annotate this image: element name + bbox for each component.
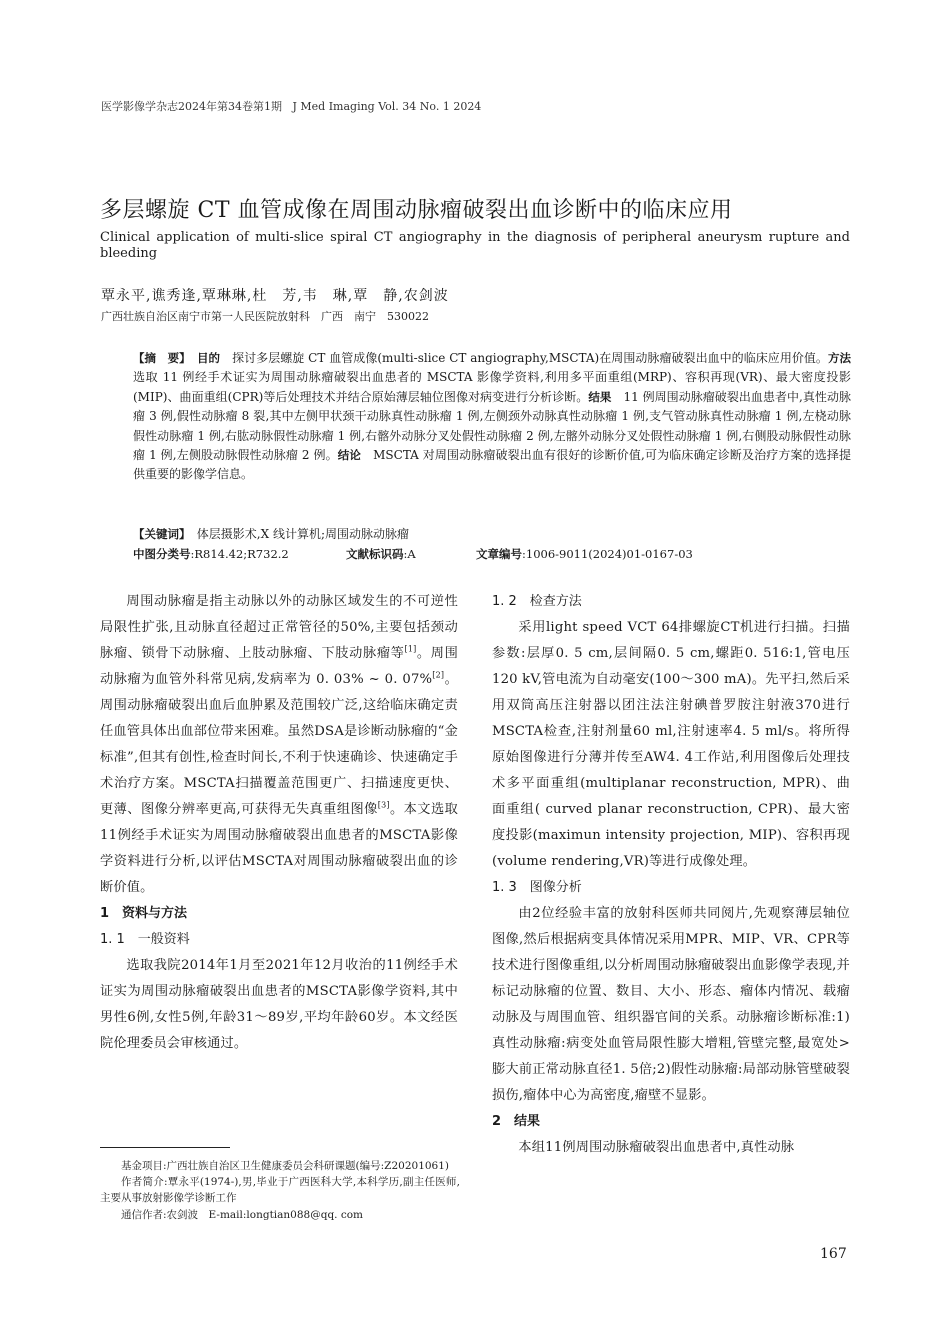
citation-2: [2]: [432, 670, 445, 680]
footnote-divider: [100, 1147, 230, 1148]
footnote-fund: 基金项目:广西壮族自治区卫生健康委员会科研课题(编号:Z20201061): [121, 1160, 450, 1172]
title-english: Clinical application of multi-slice spiral CT angiography in the diagnosis of peripheral aneurysm rupture and bleeding: [100, 230, 850, 261]
doc-code-label: 文献标识码: [346, 547, 404, 561]
abstract-conclusion: MSCTA 对周围动脉瘤破裂出血有很好的诊断价值,可为临床确定诊断及治疗方案的选择提供重要的影像学信息。: [133, 448, 852, 482]
right-column: [492, 589, 850, 1161]
citation-3: [3]: [377, 800, 390, 810]
abstract-methods: 选取 11 例经手术证实为周围动脉瘤破裂出血患者的 MSCTA 影像学资料,利用多平面重组(MRP)、容积再现(VR)、最大密度投影(MIP)、曲面重组(CPR)等后处理技术并结合原始薄层轴位图像对病变进行分析诊断。: [133, 370, 851, 404]
clc-label: 中图分类号: [133, 547, 191, 561]
section-1-3-text: 由2位经验丰富的放射科医师共同阅片,先观察薄层轴位图像,然后根据病变具体情况采用MPR、MIP、VR、CPR等技术进行图像重组,以分析周围动脉瘤破裂出血影像学表现,并标记动脉瘤的位置、数目、大小、形态、瘤体内情况、载瘤动脉及与周围血管、组织器官间的关系。动脉瘤诊断标准:1)真性动脉瘤:病变处血管局限性膨大增粗,管壁完整,最宽处>膨大前正常动脉直径1. 5倍;2)假性动脉瘤:局部动脉管壁破裂损伤,瘤体中心为高密度,瘤壁不显影。: [492, 906, 850, 1103]
conclusion-label: 结论: [337, 448, 361, 463]
page-number: 167: [820, 1246, 847, 1262]
footnotes: [100, 1158, 460, 1223]
keywords-text: 体层摄影术,X 线计算机;周围动脉动脉瘤: [196, 527, 409, 541]
intro-text-1: 周围动脉瘤是指主动脉以外的动脉区域发生的不可逆性局限性扩张,且动脉直径超过正常管径的50%,主要包括颈动脉瘤、锁骨下动脉瘤、上肢动脉瘤、下肢动脉瘤等: [100, 594, 458, 661]
abstract: [133, 349, 851, 485]
section-1-2-heading: 1. 2 检查方法: [492, 594, 582, 609]
clc-number: [133, 546, 289, 562]
intro-text-2: 。周围动脉瘤为血管外科常见病,发病率为 0. 03% ~ 0. 07%: [100, 646, 458, 687]
intro-paragraph: [100, 589, 458, 901]
section-2-heading: 2 结果: [492, 1114, 541, 1129]
article-no-value: :1006-9011(2024)01-0167-03: [522, 547, 693, 561]
methods-label: 方法: [827, 351, 852, 365]
abstract-objective: 探讨多层螺旋 CT 血管成像(multi-slice CT angiography,MSCTA)在周围动脉瘤破裂出血中的临床应用价值。: [232, 351, 828, 365]
title-chinese: 多层螺旋 CT 血管成像在周围动脉瘤破裂出血诊断中的临床应用: [100, 198, 733, 223]
section-2-text: 本组11例周围动脉瘤破裂出血患者中,真性动脉: [518, 1140, 795, 1155]
keywords-label: 【关键词】: [133, 527, 185, 541]
section-1-1-text: 选取我院2014年1月至2021年12月收治的11例经手术证实为周围动脉瘤破裂出血患者的MSCTA影像学资料,其中男性6例,女性5例,年龄31～89岁,平均年龄60岁。本文经医院伦理委员会审核通过。: [100, 958, 458, 1051]
footnote-author-bio: 作者简介:覃永平(1974-),男,毕业于广西医科大学,本科学历,副主任医师,主要从事放射影像学诊断工作: [100, 1176, 460, 1205]
section-1-1-heading: 1. 1 一般资料: [100, 932, 190, 947]
clc-value: :R814.42;R732.2: [190, 547, 289, 561]
left-column: [100, 589, 458, 1057]
affiliation: 广西壮族自治区南宁市第一人民医院放射科 广西 南宁 530022: [101, 310, 429, 323]
section-1-3-heading: 1. 3 图像分析: [492, 880, 582, 895]
document-code: [346, 546, 416, 562]
results-label: 结果: [588, 389, 612, 404]
doc-code-value: :A: [403, 547, 416, 561]
objective-label: 目的: [196, 351, 221, 365]
citation-1: [1]: [404, 644, 417, 654]
keywords: [133, 525, 851, 542]
author-list: 覃永平,谯秀逢,覃琳琳,杜 芳,韦 琳,覃 静,农剑波: [101, 288, 449, 304]
intro-text-3: 。周围动脉瘤破裂出血后血肿累及范围较广泛,这给临床确定责任血管具体出血部位带来困难。虽然DSA是诊断动脉瘤的“金标准”,但其有创性,检查时间长,不利于快速确诊、快速确定手术治疗方案。MSCTA扫描覆盖范围更广、扫描速度更快、更薄、图像分辨率更高,可获得无失真重组图像: [100, 672, 459, 817]
footnote-correspondence: 通信作者:农剑波 E-mail:longtian088@qq. com: [121, 1208, 363, 1221]
article-no-label: 文章编号: [476, 547, 522, 561]
abstract-results: 11 例周围动脉瘤破裂出血患者中,真性动脉瘤 3 例,假性动脉瘤 8 裂,其中左侧甲状颈干动脉真性动脉瘤 1 例,左侧颈外动脉真性动脉瘤 1 例,支气管动脉真性动脉瘤 1 例,左桡动脉假性动脉瘤 1 例,右肱动脉假性动脉瘤 1 例,右髂外动脉分叉处假性动脉瘤 2 例,左髂外动脉分叉处假性动脉瘤 1 例,右侧股动脉假性动脉瘤 1 例,左侧股动脉假性动脉瘤 2 例。: [133, 389, 852, 463]
section-1-2-text: 采用light speed VCT 64排螺旋CT机进行扫描。扫描参数:层厚0. 5 cm,层间隔0. 5 cm,螺距0. 516:1,管电压 120 kV,管电流为自动毫安(100～300 mA)。先平扫,然后采用双筒高压注射器以团注法注射碘普罗胺注射液370进行MSCTA检查,注射剂量60 ml,注射速率4. 5 ml/s。将所得原始图像进行分薄并传至AW4. 4工作站,利用图像后处理技术多平面重组(multiplanar reconstruction, MPR)、曲面重组( curved planar reconstruction, CPR)、最大密度投影(maximun intensity projection, MIP)、容积再现(volume rendering,VR)等进行成像处理。: [492, 620, 850, 869]
abstract-label: 【摘 要】: [133, 351, 185, 365]
section-1-heading: 1 资料与方法: [100, 906, 188, 921]
intro-text-4: 。本文选取11例经手术证实为周围动脉瘤破裂出血患者的MSCTA影像学资料进行分析,以评估MSCTA对周围动脉瘤破裂出血的诊断价值。: [100, 802, 458, 895]
running-head: 医学影像学杂志2024年第34卷第1期 J Med Imaging Vol. 34 No. 1 2024: [101, 100, 482, 113]
article-number: [476, 546, 693, 562]
